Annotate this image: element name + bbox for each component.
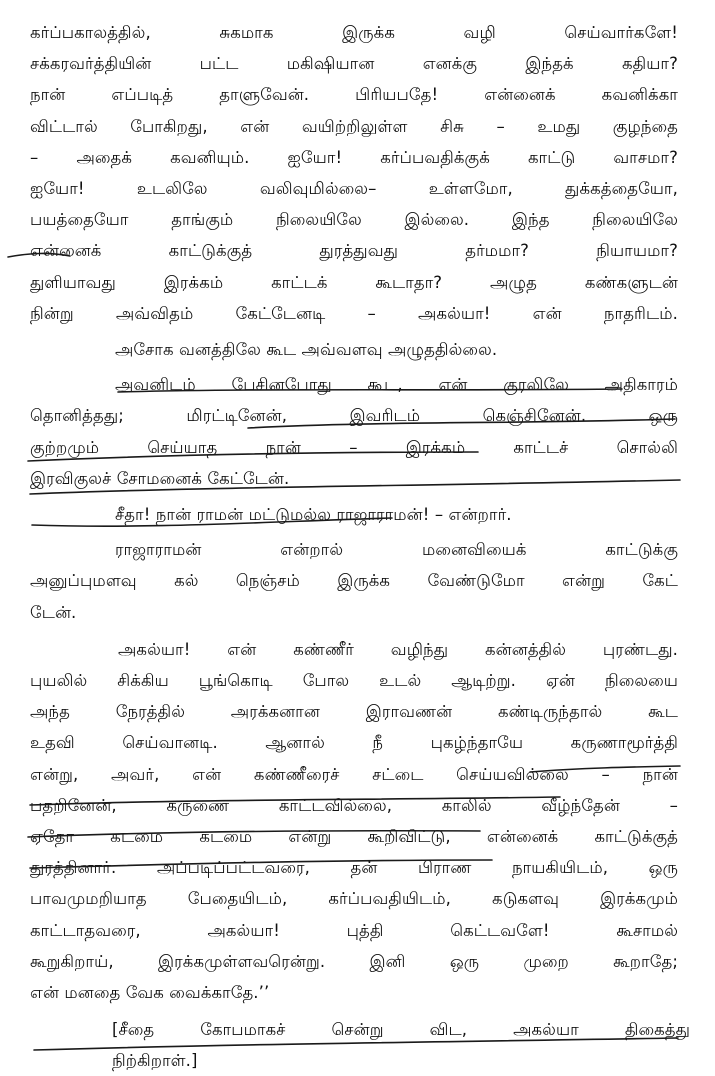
text-line: அனுப்புமளவு கல் நெஞ்சம் இருக்க வேண்டுமோ என்று கேட் (30, 571, 678, 591)
text-line: உதவி செய்வானடி. ஆனால் நீ புகழ்ந்தாயே கருணாமூர்த்தி (30, 733, 678, 753)
text-line: அசோக வனத்திலே கூட அவ்வளவு அழுததில்லை. (115, 340, 498, 359)
text-line: கூறுகிறாய், இரக்கமுள்ளவரென்று. இனி ஒரு முறை கூறாதே; (30, 951, 678, 971)
text-line: என்னைக் காட்டுக்குத் துரத்துவது தர்மமா? நியாயமா? (30, 241, 678, 261)
text-line: துரத்தினார். அப்படிப்பட்டவரை, தன் பிராண நாயகியிடம், ஒரு (30, 858, 678, 878)
text-line: – அதைக் கவனியும். ஐயோ! கர்ப்பவதிக்குக் காட்டு வாசமா? (30, 147, 678, 167)
text-line: நிற்கிறாள்.] (112, 1051, 198, 1071)
text-line: டேன். (30, 602, 77, 622)
text-line: அந்த நேரத்தில் அரக்கனான இராவணன் கண்டிருந்தால் கூட (30, 702, 678, 722)
text-line: இரவிகுலச் சோமனைக் கேட்டேன். (30, 468, 290, 488)
text-line: ஐயோ! உடலிலே வலிவுமில்லை– உள்ளமோ, துக்கத்தையோ, (30, 179, 678, 198)
text-line: ராஜாராமன் என்றால் மனைவியைக் காட்டுக்கு (115, 540, 678, 560)
text-line: அவனிடம் பேசினபோது கூட, என் குரலிலே அதிகாரம் (115, 375, 678, 395)
text-line: சீதா! நான் ராமன் மட்டுமல்ல ராஜாராமன்! – என்றார். (115, 505, 512, 524)
text-line: காட்டாதவரை, அகல்யா! புத்தி கெட்டவளே! கூசாமல் (30, 920, 678, 940)
text-line: [சீதை கோபமாகச் சென்று விட, அகல்யா திகைத்து (112, 1020, 690, 1040)
text-line: பதறினேன், கருணை காட்டவில்லை, காலில் வீழ்ந்தேன் – (30, 795, 678, 815)
text-line: என்று, அவர், என் கண்ணீரைச் சட்டை செய்யவில்லை – நான் (30, 764, 678, 784)
text-line: அகல்யா! என் கண்ணீர் வழிந்து கன்னத்தில் புரண்டது. (118, 639, 678, 659)
text-line: நான் எப்படித் தாளுவேன். பிரியபதே! என்னைக் கவனிக்கா (30, 85, 678, 105)
text-line: விட்டால் போகிறது, என் வயிற்றிலுள்ள சிசு – உமது குழந்தை (30, 116, 678, 136)
text-line: என் மனதை வேக வைக்காதே.’’ (30, 983, 270, 1002)
text-line: குற்றமும் செய்யாத நான் – இரக்கம் காட்டச் சொல்லி (30, 437, 678, 457)
text-line: சக்கரவர்த்தியின் பட்ட மகிஷியான எனக்கு இந்தக் கதியா? (30, 54, 678, 74)
text-line: ஏதோ கடமை கடமை என்று கூறிவிட்டு, என்னைக் காட்டுக்குத் (30, 827, 678, 846)
text-line: தொனித்தது; மிரட்டினேன், இவரிடம் கெஞ்சினேன். ஒரு (30, 406, 678, 426)
text-line: புயலில் சிக்கிய பூங்கொடி போல உடல் ஆடிற்று. ஏன் நிலையை (30, 671, 678, 690)
text-line: நின்று அவ்விதம் கேட்டேனடி – அகல்யா! என் நாதரிடம். (30, 303, 678, 323)
text-line: பயத்தையோ தாங்கும் நிலையிலே இல்லை. இந்த நிலையிலே (30, 210, 678, 230)
text-line: துளியாவது இரக்கம் காட்டக் கூடாதா? அழுத கண்களுடன் (30, 272, 678, 292)
text-line: கர்ப்பகாலத்தில், சுகமாக இருக்க வழி செய்வார்களே! (30, 23, 678, 42)
text-line: பாவமுமறியாத பேதையிடம், கர்ப்பவதியிடம், கடுகளவு இரக்கமும் (30, 889, 678, 909)
